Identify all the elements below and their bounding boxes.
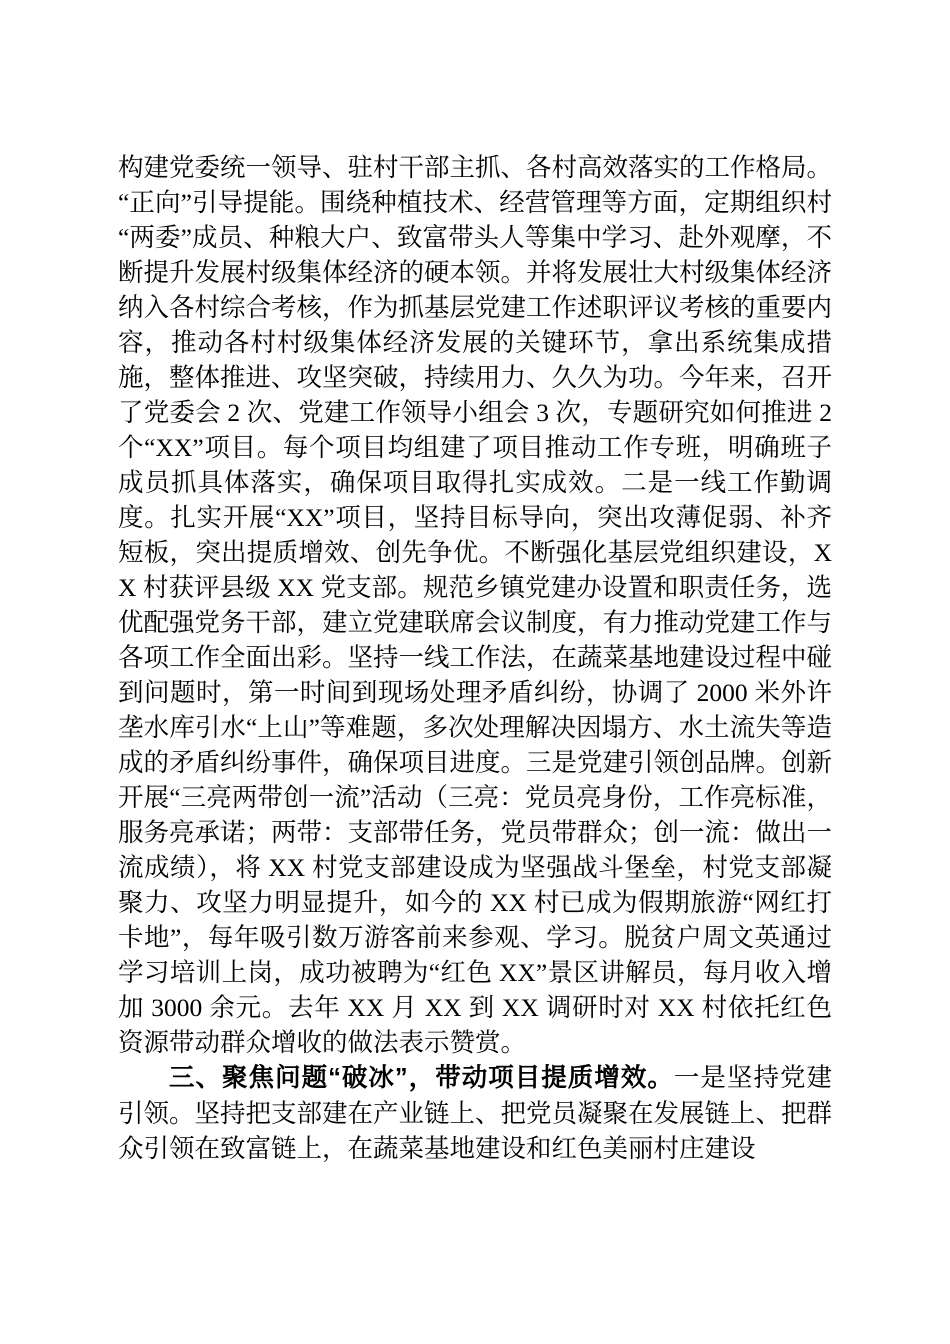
paragraph-text: 构建党委统一领导、驻村干部主抓、各村高效落实的工作格局。“正向”引导提能。围绕种植技术、经营管理等方面，定期组织村“两委”成员、种粮大户、致富带头人等集中学习、赴外观摩，不断提升发展村级集体经济的硬本领。并将发展壮大村级集体经济纳入各村综合考核，作为抓基层党建工作述职评议考核的重要内容，推动各村村级集体经济发展的关键环节，拿出系统集成措施，整体推进、攻坚突破，持续用力、久久为功。今年来，召开了党委会 2 次、党建工作领导小组会 3 次，专题研究如何推进 2 个“XX”项目。每个项目均组建了项目推动工作专班，明确班子成员抓具体落实，确保项目取得扎实成效。二是一线工作勤调度。扎实开展“XX”项目，坚持目标导向，突出攻薄促弱、补齐短板，突出提质增效、创先争优。不断强化基层党组织建设，XX 村获评县级 XX 党支部。规范乡镇党建办设置和职责任务，选优配强党务干部，建立党建联席会议制度，有力推动党建工作与各项工作全面出彩。坚持一线工作法，在蔬菜基地建设过程中碰到问题时，第一时间到现场处理矛盾纠纷，协调了 2000 米外许垄水库引水“上山”等难题，多次处理解决因塌方、水土流失等造成的矛盾纠纷事件，确保项目进度。三是党建引领创品牌。创新开展“三亮两带创一流”活动（三亮：党员亮身份，工作亮标准，服务亮承诺；两带：支部带任务，党员带群众；创一流：做出一流成绩），将 XX 村党支部建设成为坚强战斗堡垒，村党支部凝聚力、攻坚力明显提升，如今的 XX 村已成为假期旅游“网红打卡地”，每年吸引数万游客前来参观、学习。脱贫户周文英通过学习培训上岗，成功被聘为“红色 XX”景区讲解员，每月收入增加 3000 余元。去年 XX 月 XX 到 XX 调研时对 XX 村依托红色资源带动群众增收的做法表示赞赏。 xyxy=(118,153,833,1057)
section-three-heading: 三、聚焦问题“破冰”，带动项目提质增效。 xyxy=(169,1064,674,1092)
paragraph-body-continued xyxy=(118,150,832,1060)
paragraph-text: 一是坚持党建引领。坚持把支部建在产业链上、把党员凝聚在发展链上、把群众引领在致富链上，在蔬菜基地建设和红色美丽村庄建设 xyxy=(118,1063,833,1163)
paragraph-section-three xyxy=(118,1060,832,1166)
